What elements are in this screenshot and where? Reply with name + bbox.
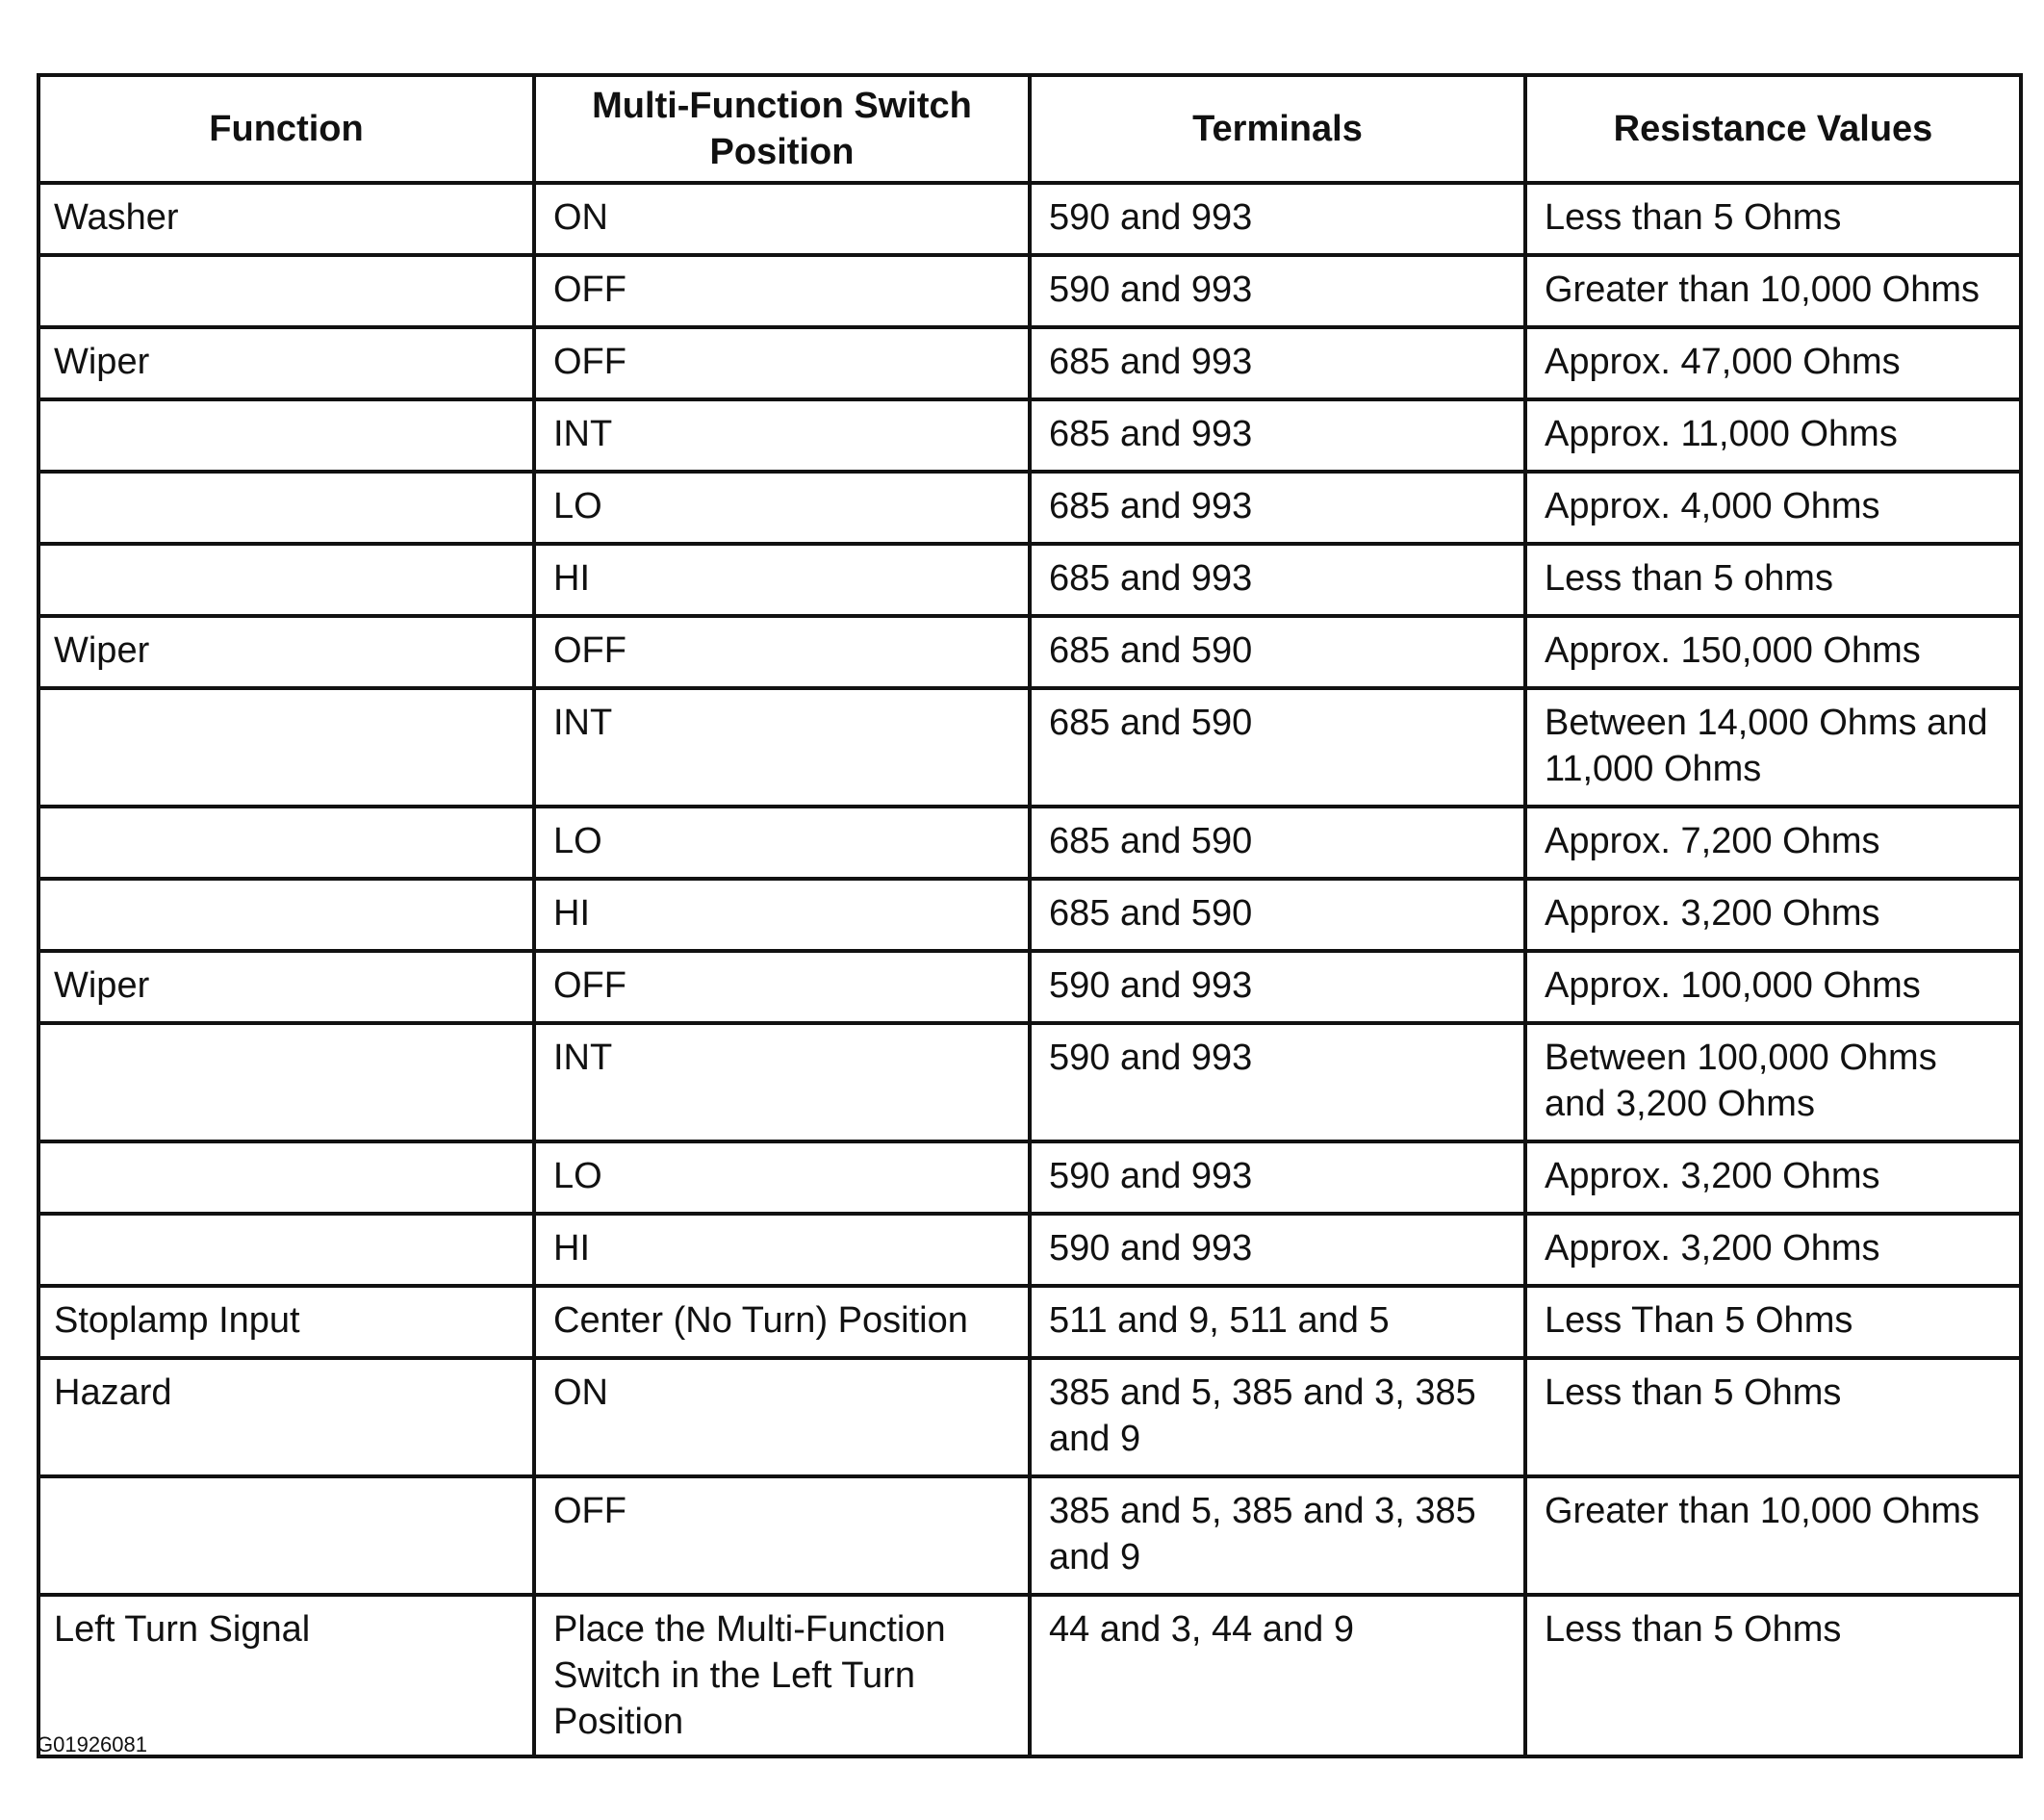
- header-switch-position: Multi-Function Switch Position: [534, 75, 1030, 183]
- cell-resistance: Between 14,000 Ohms and 11,000 Ohms: [1525, 688, 2021, 807]
- cell-switch-position: HI: [534, 879, 1030, 951]
- header-terminals: Terminals: [1030, 75, 1525, 183]
- cell-function: Wiper: [38, 616, 534, 688]
- cell-resistance: Approx. 47,000 Ohms: [1525, 327, 2021, 399]
- cell-terminals: 590 and 993: [1030, 951, 1525, 1023]
- cell-switch-position: OFF: [534, 616, 1030, 688]
- table-row: [38, 807, 2021, 879]
- cell-terminals: 685 and 993: [1030, 399, 1525, 472]
- cell-resistance: Approx. 3,200 Ohms: [1525, 1214, 2021, 1286]
- cell-terminals: 511 and 9, 511 and 5: [1030, 1286, 1525, 1358]
- cell-function: Wiper: [38, 951, 534, 1023]
- cell-switch-position: LO: [534, 472, 1030, 544]
- header-function: Function: [38, 75, 534, 183]
- document-page: [37, 73, 2019, 1758]
- cell-function: Wiper: [38, 327, 534, 399]
- cell-terminals: 685 and 590: [1030, 688, 1525, 807]
- cell-resistance: Approx. 3,200 Ohms: [1525, 879, 2021, 951]
- cell-terminals: 590 and 993: [1030, 1141, 1525, 1214]
- figure-code: G01926081: [37, 1732, 147, 1756]
- table-row: [38, 1214, 2021, 1286]
- cell-resistance: Less than 5 Ohms: [1525, 1595, 2021, 1756]
- cell-resistance: Approx. 11,000 Ohms: [1525, 399, 2021, 472]
- cell-switch-position: LO: [534, 807, 1030, 879]
- cell-switch-position: INT: [534, 399, 1030, 472]
- cell-terminals: 590 and 993: [1030, 1023, 1525, 1141]
- table-row: [38, 255, 2021, 327]
- cell-resistance: Approx. 100,000 Ohms: [1525, 951, 2021, 1023]
- cell-terminals: 685 and 590: [1030, 879, 1525, 951]
- cell-switch-position: OFF: [534, 255, 1030, 327]
- cell-terminals: 685 and 590: [1030, 807, 1525, 879]
- table-row: [38, 1141, 2021, 1214]
- table-body: [38, 183, 2021, 1756]
- cell-function: Stoplamp Input: [38, 1286, 534, 1358]
- cell-function: [38, 879, 534, 951]
- table-row: [38, 1595, 2021, 1756]
- cell-function: [38, 1214, 534, 1286]
- cell-switch-position: HI: [534, 1214, 1030, 1286]
- cell-terminals: 685 and 993: [1030, 544, 1525, 616]
- cell-terminals: 385 and 5, 385 and 3, 385 and 9: [1030, 1358, 1525, 1476]
- cell-terminals: 685 and 993: [1030, 327, 1525, 399]
- table-row: [38, 616, 2021, 688]
- cell-terminals: 685 and 993: [1030, 472, 1525, 544]
- cell-switch-position: OFF: [534, 327, 1030, 399]
- cell-resistance: Approx. 3,200 Ohms: [1525, 1141, 2021, 1214]
- cell-function: [38, 688, 534, 807]
- table-row: [38, 183, 2021, 255]
- cell-resistance: Less than 5 ohms: [1525, 544, 2021, 616]
- resistance-table: [37, 73, 2023, 1758]
- cell-terminals: 44 and 3, 44 and 9: [1030, 1595, 1525, 1756]
- table-row: [38, 1358, 2021, 1476]
- header-resistance-values: Resistance Values: [1525, 75, 2021, 183]
- table-row: [38, 1476, 2021, 1595]
- cell-resistance: Greater than 10,000 Ohms: [1525, 255, 2021, 327]
- cell-resistance: Between 100,000 Ohms and 3,200 Ohms: [1525, 1023, 2021, 1141]
- cell-function: [38, 472, 534, 544]
- cell-function: [38, 1476, 534, 1595]
- cell-function: [38, 807, 534, 879]
- table-row: [38, 399, 2021, 472]
- cell-terminals: 385 and 5, 385 and 3, 385 and 9: [1030, 1476, 1525, 1595]
- cell-resistance: Approx. 150,000 Ohms: [1525, 616, 2021, 688]
- cell-terminals: 590 and 993: [1030, 1214, 1525, 1286]
- cell-terminals: 685 and 590: [1030, 616, 1525, 688]
- table-row: [38, 951, 2021, 1023]
- cell-resistance: Less than 5 Ohms: [1525, 183, 2021, 255]
- cell-switch-position: Place the Multi-Function Switch in the Left Turn Position: [534, 1595, 1030, 1756]
- cell-function: Hazard: [38, 1358, 534, 1476]
- cell-switch-position: OFF: [534, 951, 1030, 1023]
- cell-terminals: 590 and 993: [1030, 183, 1525, 255]
- cell-function: [38, 399, 534, 472]
- cell-switch-position: INT: [534, 1023, 1030, 1141]
- cell-switch-position: INT: [534, 688, 1030, 807]
- table-row: [38, 879, 2021, 951]
- cell-function: Washer: [38, 183, 534, 255]
- cell-function: [38, 1023, 534, 1141]
- cell-resistance: Less Than 5 Ohms: [1525, 1286, 2021, 1358]
- cell-switch-position: LO: [534, 1141, 1030, 1214]
- cell-resistance: Approx. 7,200 Ohms: [1525, 807, 2021, 879]
- cell-switch-position: Center (No Turn) Position: [534, 1286, 1030, 1358]
- table-row: [38, 1023, 2021, 1141]
- cell-function: [38, 544, 534, 616]
- cell-resistance: Less than 5 Ohms: [1525, 1358, 2021, 1476]
- table-row: [38, 472, 2021, 544]
- cell-function: [38, 255, 534, 327]
- cell-switch-position: OFF: [534, 1476, 1030, 1595]
- cell-terminals: 590 and 993: [1030, 255, 1525, 327]
- table-row: [38, 544, 2021, 616]
- table-row: [38, 1286, 2021, 1358]
- cell-switch-position: ON: [534, 1358, 1030, 1476]
- cell-resistance: Greater than 10,000 Ohms: [1525, 1476, 2021, 1595]
- cell-function: [38, 1141, 534, 1214]
- table-header-row: [38, 75, 2021, 183]
- cell-switch-position: ON: [534, 183, 1030, 255]
- cell-switch-position: HI: [534, 544, 1030, 616]
- table-row: [38, 688, 2021, 807]
- table-row: [38, 327, 2021, 399]
- cell-resistance: Approx. 4,000 Ohms: [1525, 472, 2021, 544]
- cell-function: Left Turn Signal: [38, 1595, 534, 1756]
